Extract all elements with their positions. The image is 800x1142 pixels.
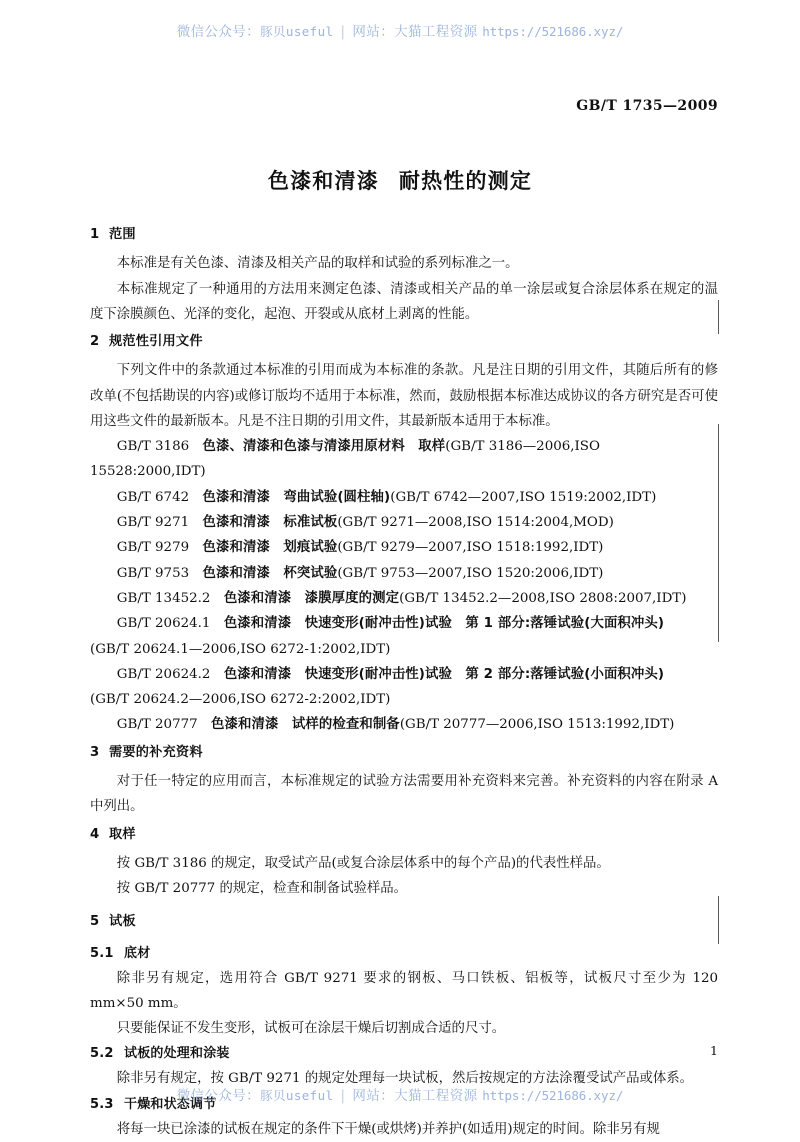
reference-kind: 漆膜厚度的测定 (304, 590, 400, 606)
reference-code: GB/T 9279 (116, 540, 190, 556)
reference-name: 色漆、清漆和色漆与清漆用原材料 (202, 439, 405, 455)
watermark-separator: | (340, 1088, 346, 1104)
change-bar (718, 424, 719, 642)
paragraph: 将每一块已涂漆的试板在规定的条件下干燥(或烘烤)并养护(如适用)规定的时间。除非另有规 (116, 1121, 660, 1137)
reference-entry (90, 712, 718, 737)
watermark-url: https://521686.xyz/ (482, 24, 624, 39)
reference-name: 色漆和清漆 (223, 666, 292, 682)
reference-continuation: (GB/T 20624.1—2006,ISO 6272-1:2002,IDT) (90, 641, 391, 657)
section-heading-3 (90, 746, 718, 759)
page-number: 1 (710, 1043, 718, 1058)
reference-code: GB/T 20624.1 (116, 616, 211, 632)
watermark-wechat-label: 微信公众号： (176, 24, 261, 40)
section-number-2: 2 (90, 334, 100, 350)
reference-entry (90, 662, 718, 687)
reference-kind: 划痕试验 (283, 540, 338, 556)
reference-code: GB/T 20624.2 (116, 666, 211, 682)
subsection-heading-5-2 (90, 1047, 718, 1060)
reference-name: 色漆和清漆 (202, 515, 270, 531)
change-bar (718, 300, 719, 334)
paragraph: 下列文件中的条款通过本标准的引用而成为本标准的条款。凡是注日期的引用文件，其随后所有的修改单(不包括勘误的内容)或修订版均不适用于本标准，然而，鼓励根据本标准达成协议的各方研究是否可使用这些文件的最新版本。凡是不注日期的引用文件，其最新版本适用于本标准。 (90, 363, 718, 429)
watermark-site-name: 大猫工程资源 (394, 24, 478, 40)
reference-entry (90, 485, 718, 510)
page-title (0, 165, 800, 195)
reference-kind: 弯曲试验(圆柱轴) (283, 489, 391, 505)
section-number-3: 3 (90, 744, 100, 760)
watermark-wechat-label: 微信公众号： (176, 1088, 261, 1104)
reference-continuation: (GB/T 20624.2—2006,ISO 6272-2:2002,IDT) (90, 692, 391, 708)
subsection-number-5-1: 5.1 (90, 945, 114, 961)
reference-entry (90, 535, 718, 560)
paragraph: 只要能保证不发生变形，试板可在涂层干燥后切割成合适的尺寸。 (116, 1021, 506, 1037)
watermark-separator: | (340, 24, 346, 40)
watermark-site-label: 网站： (352, 1088, 395, 1104)
paragraph: 本标准规定了一种通用的方法用来测定色漆、清漆或相关产品的单一涂层或复合涂层体系在规定的温度下涂膜颜色、光泽的变化，起泡、开裂或从底材上剥离的性能。 (90, 281, 718, 322)
reference-kind: 试样的检查和制备 (291, 717, 400, 733)
section-heading-1 (90, 228, 718, 241)
section-title-2: 规范性引用文件 (109, 334, 203, 350)
title-part-1: 色漆和清漆 (267, 169, 379, 193)
reference-code: GB/T 9753 (116, 565, 190, 581)
reference-kind: 取样 (418, 439, 446, 455)
subsection-title-5-2: 试板的处理和涂装 (124, 1046, 230, 1062)
reference-code: GB/T 20777 (116, 717, 198, 733)
paragraph: 按 GB/T 20777 的规定，检查和制备试验样品。 (116, 881, 408, 897)
reference-paren: (GB/T 3186—2006,ISO 15528:2000,IDT) (90, 439, 600, 480)
subsection-title-5-3: 干燥和状态调节 (124, 1096, 217, 1112)
watermark-wechat-name: 豚贝useful (260, 1088, 334, 1103)
reference-code: GB/T 6742 (116, 489, 190, 505)
paragraph: 除非另有规定，按 GB/T 9271 的规定处理每一块试板，然后按规定的方法涂覆受试产品或体系。 (116, 1071, 694, 1087)
reference-name: 色漆和清漆 (202, 540, 270, 556)
section-title-1: 范围 (109, 227, 136, 242)
reference-kind: 标准试板 (283, 515, 338, 531)
reference-name: 色漆和清漆 (223, 590, 292, 606)
subsection-heading-5-1 (90, 947, 718, 960)
subsection-number-5-3: 5.3 (90, 1096, 114, 1112)
paragraph: 按 GB/T 3186 的规定，取受试产品(或复合涂层体系中的每个产品)的代表性样品。 (116, 855, 610, 871)
section-title-4: 取样 (109, 826, 136, 842)
reference-entry (90, 611, 718, 636)
change-bar (718, 896, 719, 944)
reference-code: GB/T 3186 (116, 439, 190, 455)
subsection-title-5-1: 底材 (124, 945, 151, 961)
reference-name: 色漆和清漆 (211, 717, 279, 733)
reference-paren: (GB/T 6742—2007,ISO 1519:2002,IDT) (390, 489, 657, 505)
reference-entry (90, 510, 718, 535)
subsection-number-5-2: 5.2 (90, 1046, 114, 1062)
reference-paren: (GB/T 9271—2008,ISO 1514:2004,MOD) (337, 515, 614, 531)
reference-kind: 快速变形(耐冲击性)试验 (304, 616, 453, 632)
reference-kind: 杯突试验 (283, 565, 338, 581)
watermark-top (0, 20, 800, 40)
reference-part: 第 1 部分:落锤试验(大面积冲头) (465, 616, 665, 632)
watermark-site-label: 网站： (352, 24, 395, 40)
section-number-5: 5 (90, 914, 100, 930)
reference-paren: (GB/T 13452.2—2008,ISO 2808:2007,IDT) (399, 590, 687, 606)
watermark-url: https://521686.xyz/ (482, 1088, 624, 1103)
section-number-4: 4 (90, 826, 100, 842)
paragraph: 除非另有规定，选用符合 GB/T 9271 要求的钢板、马口铁板、铝板等，试板尺寸至少为 120 mm×50 mm。 (90, 970, 718, 1011)
reference-part: 第 2 部分:落锤试验(小面积冲头) (465, 666, 665, 682)
document-body (90, 228, 718, 1142)
reference-code: GB/T 9271 (116, 515, 190, 531)
reference-kind: 快速变形(耐冲击性)试验 (304, 666, 453, 682)
reference-paren: (GB/T 9753—2007,ISO 1520:2006,IDT) (337, 565, 604, 581)
reference-paren: (GB/T 9279—2007,ISO 1518:1992,IDT) (337, 540, 604, 556)
paragraph: 对于任一特定的应用而言，本标准规定的试验方法需要用补充资料来完善。补充资料的内容在附录 A 中列出。 (90, 773, 718, 815)
reference-name: 色漆和清漆 (223, 616, 292, 632)
standard-number: GB/T 1735—2009 (576, 98, 718, 114)
section-title-5: 试板 (109, 914, 136, 930)
section-number-1: 1 (90, 227, 100, 242)
section-heading-5 (90, 915, 718, 928)
reference-name: 色漆和清漆 (202, 489, 270, 505)
reference-code: GB/T 13452.2 (116, 590, 211, 606)
watermark-bottom (0, 1084, 800, 1104)
watermark-wechat-name: 豚贝useful (260, 24, 334, 39)
reference-entry (90, 561, 718, 586)
watermark-site-name: 大猫工程资源 (394, 1088, 478, 1104)
paragraph: 本标准是有关色漆、清漆及相关产品的取样和试验的系列标准之一。 (116, 256, 519, 272)
section-heading-2 (90, 335, 718, 348)
title-part-2: 耐热性的测定 (398, 169, 533, 193)
section-heading-4 (90, 828, 718, 841)
reference-name: 色漆和清漆 (202, 565, 270, 581)
reference-paren: (GB/T 20777—2006,ISO 1513:1992,IDT) (399, 717, 675, 733)
reference-entry (90, 434, 718, 485)
section-title-3: 需要的补充资料 (109, 744, 203, 760)
reference-entry (90, 586, 718, 611)
